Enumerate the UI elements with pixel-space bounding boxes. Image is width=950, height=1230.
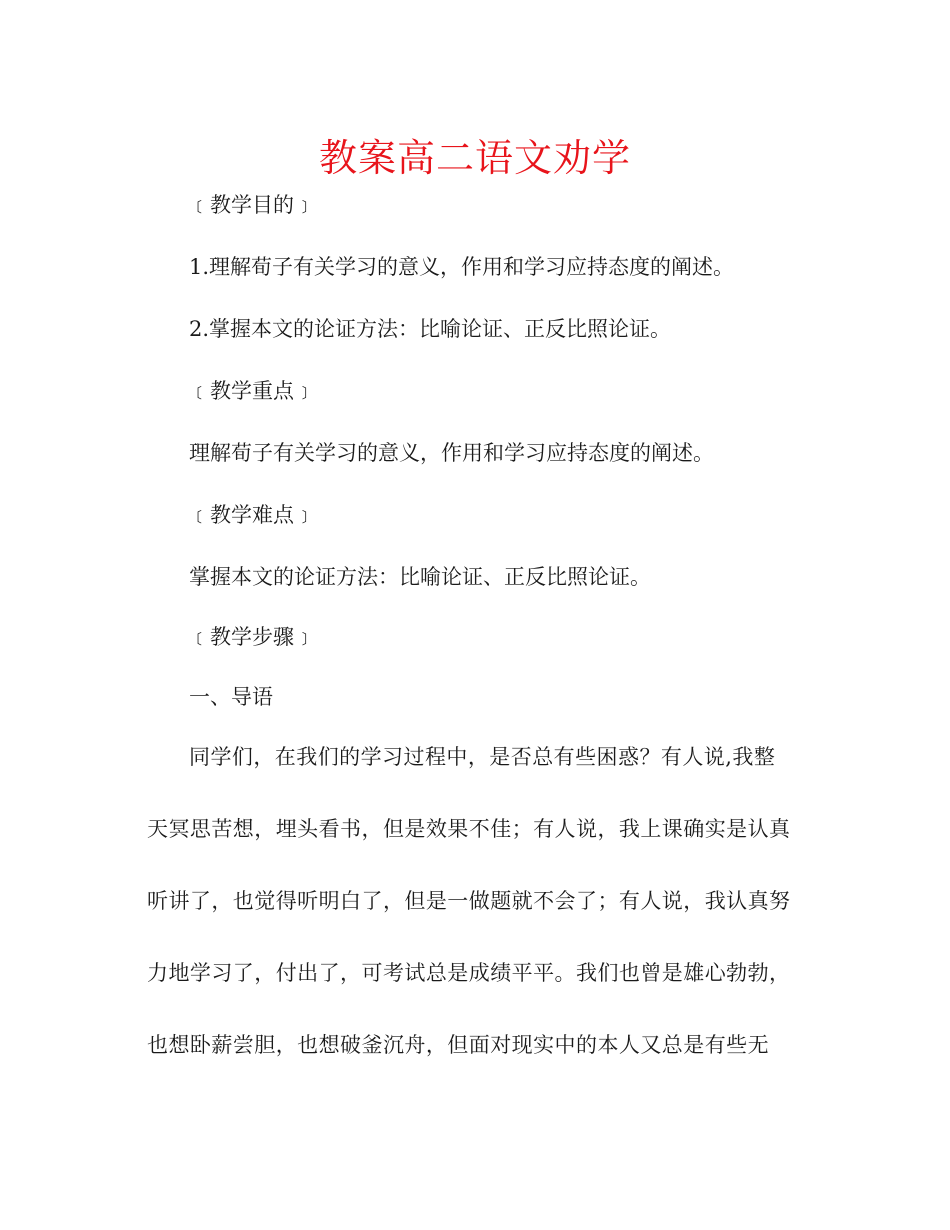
intro-paragraph-line-4: 力地学习了，付出了，可考试总是成绩平平。我们也曾是雄心勃勃， xyxy=(147,961,791,985)
intro-paragraph-line-3: 听讲了，也觉得听明白了，但是一做题就不会了；有人说，我认真努 xyxy=(147,889,791,913)
key-point-text: 理解荀子有关学习的意义，作用和学习应持态度的阐述。 xyxy=(189,441,714,465)
section-heading-difficulties: ﹝教学难点﹞ xyxy=(189,503,315,527)
intro-paragraph-line-2: 天冥思苦想，埋头看书，但是效果不佳；有人说，我上课确实是认真 xyxy=(147,817,791,841)
section-heading-objectives: ﹝教学目的﹞ xyxy=(189,193,315,217)
intro-paragraph-line-1: 同学们，在我们的学习过程中，是否总有些困惑？有人说,我整 xyxy=(189,745,776,769)
section-heading-key-points: ﹝教学重点﹞ xyxy=(189,379,315,403)
section-heading-steps: ﹝教学步骤﹞ xyxy=(189,625,315,649)
intro-paragraph-line-5: 也想卧薪尝胆，也想破釜沉舟，但面对现实中的本人又总是有些无 xyxy=(147,1033,770,1057)
objective-item-1: 1.理解荀子有关学习的意义，作用和学习应持态度的阐述。 xyxy=(189,255,735,279)
document-title: 教案高二语文劝学 xyxy=(318,136,631,180)
difficulty-text: 掌握本文的论证方法：比喻论证、正反比照论证。 xyxy=(189,565,651,589)
step-heading-intro: 一、导语 xyxy=(189,685,273,709)
objective-item-2: 2.掌握本文的论证方法：比喻论证、正反比照论证。 xyxy=(189,317,672,341)
